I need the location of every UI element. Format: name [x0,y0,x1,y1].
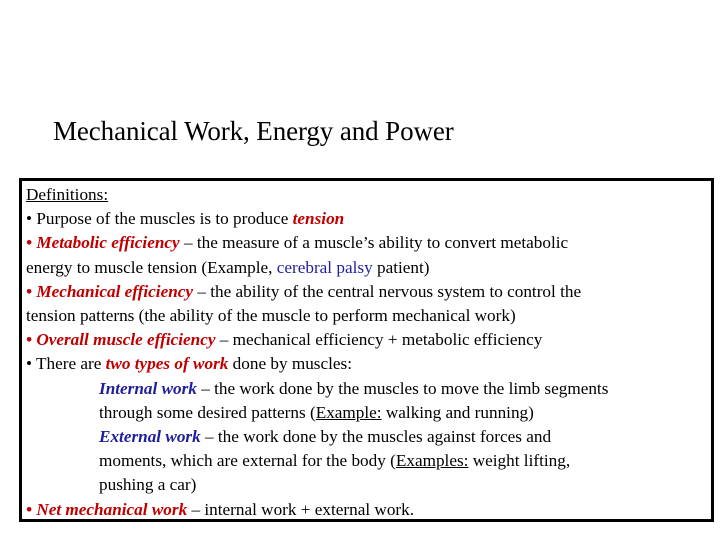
slide-title: Mechanical Work, Energy and Power [53,116,454,146]
tension-term: tension [292,209,345,229]
definitions-heading: Definitions: [26,185,109,204]
two-types-term: two types of work [105,354,229,374]
cerebral-palsy-term: cerebral palsy [276,257,373,277]
mechanical-efficiency-term: • Mechanical efficiency [26,281,194,301]
internal-work-cont: through some desired patterns (Example: walking and running) [99,402,534,422]
metabolic-example-line: energy to muscle tension (Example, cerebral palsy patient) [26,257,430,277]
internal-work-term: Internal work [99,378,197,398]
external-work-cont: moments, which are external for the body (Examples: weight lifting, [99,451,571,471]
metabolic-efficiency-term: • Metabolic efficiency [26,233,180,253]
external-work-term: External work [99,427,201,447]
types-of-work-line: • There are two types of work done by muscles: [26,354,352,374]
mechanical-efficiency-line: • Mechanical efficiency – the ability of the central nervous system to control the [26,281,582,301]
internal-work-line: Internal work – the work done by the muscles to move the limb segments [99,378,609,398]
net-work-term: • Net mechanical work [26,499,188,519]
external-work-line: External work – the work done by the muscles against forces and [99,427,552,447]
overall-efficiency-term: • Overall muscle efficiency [26,330,216,350]
purpose-line: • Purpose of the muscles is to produce tension [26,209,345,229]
mechanical-efficiency-cont: tension patterns (the ability of the muscle to perform mechanical work) [26,306,516,326]
external-work-cont-2: pushing a car) [99,475,197,495]
metabolic-efficiency-line: • Metabolic efficiency – the measure of a muscle’s ability to convert metabolic [26,233,569,253]
overall-efficiency-line: • Overall muscle efficiency – mechanical efficiency + metabolic efficiency [26,330,543,350]
net-work-line: • Net mechanical work – internal work + external work. [26,499,415,519]
definitions-box [19,178,714,522]
